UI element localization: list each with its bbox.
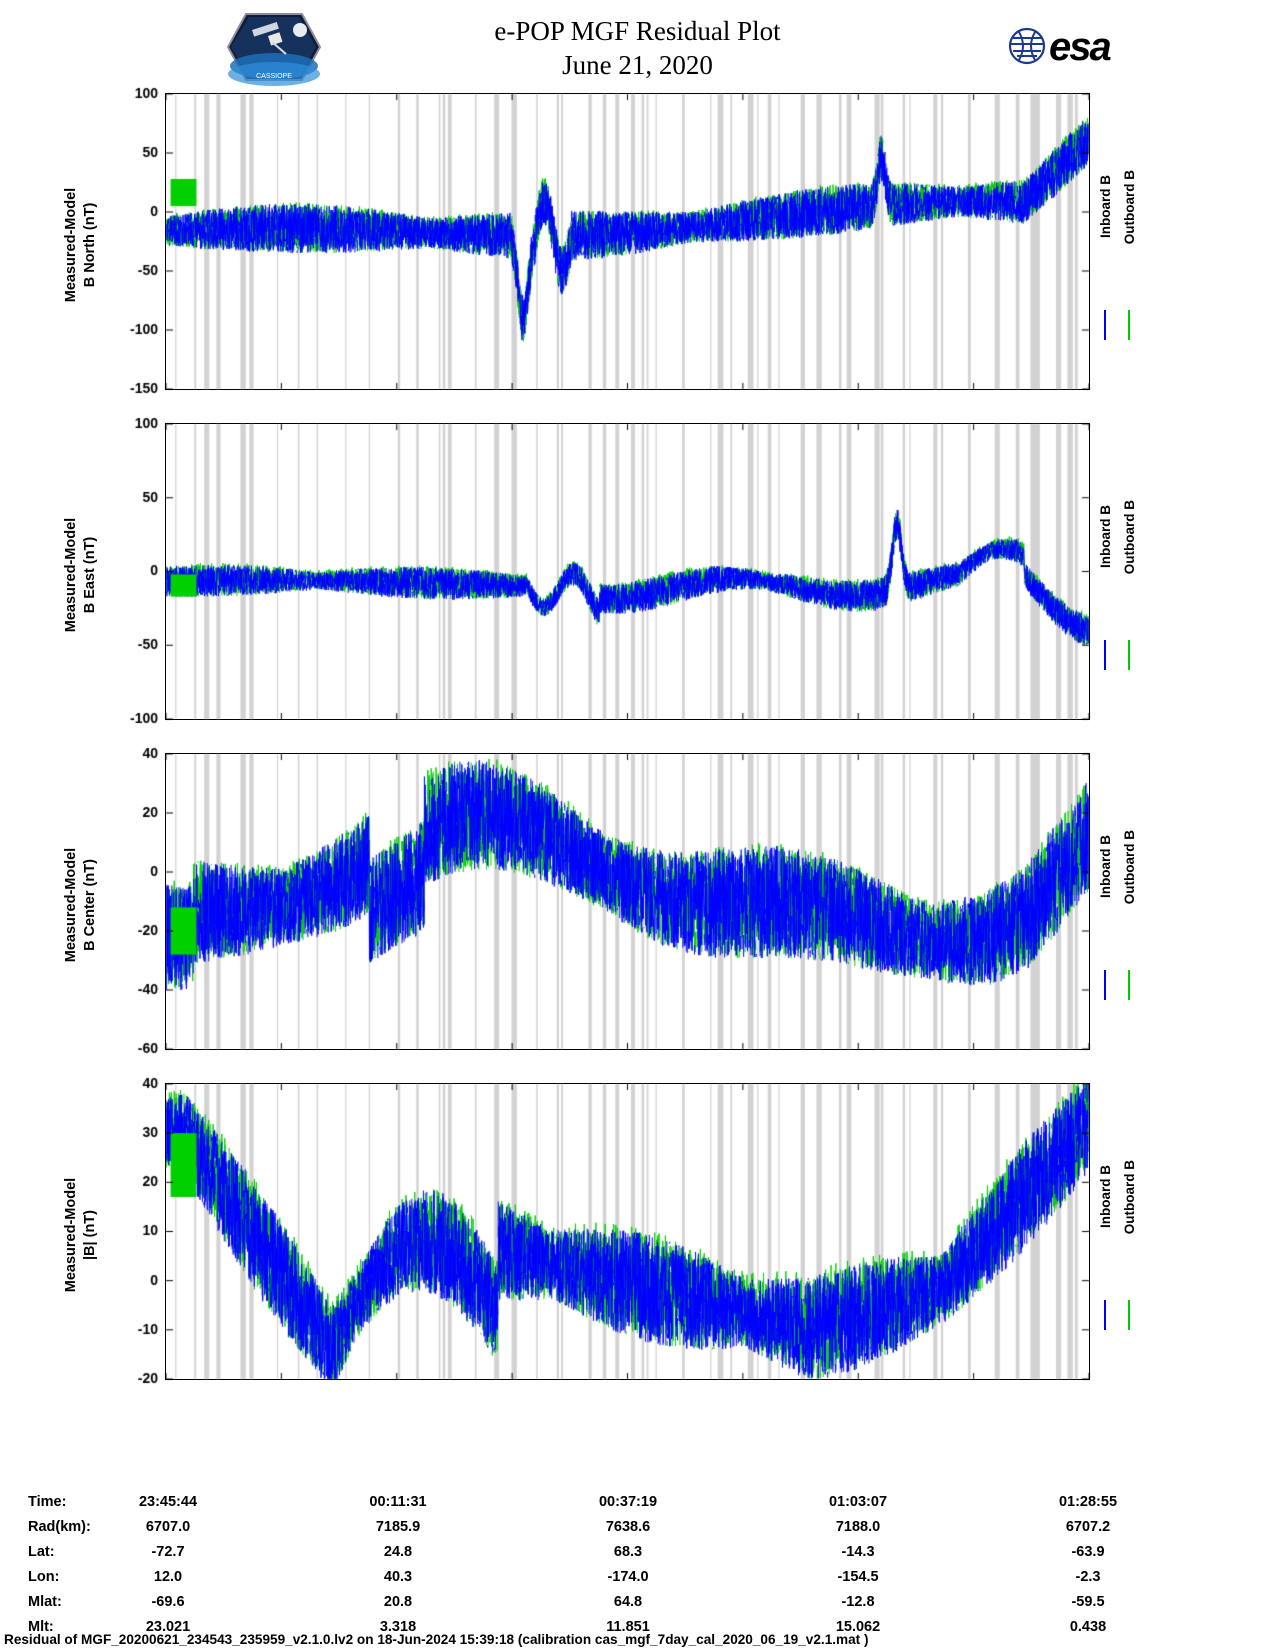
cell-value: 11.851 bbox=[606, 1619, 650, 1635]
cell-value: 12.0 bbox=[153, 1569, 183, 1585]
cell-value: -174.0 bbox=[607, 1569, 649, 1585]
cell-value: 01:28:55 bbox=[1058, 1494, 1118, 1510]
cell-value: -63.9 bbox=[1071, 1544, 1105, 1560]
cell-value: 24.8 bbox=[383, 1544, 413, 1560]
cell-value: -69.6 bbox=[151, 1594, 185, 1610]
cell-value: 15.062 bbox=[835, 1619, 881, 1635]
cell-value: 20.8 bbox=[383, 1594, 413, 1610]
cell-value: 3.318 bbox=[379, 1619, 417, 1635]
cell-value: 7185.9 bbox=[375, 1519, 421, 1535]
cell-value: 00:11:31 bbox=[369, 1494, 427, 1510]
cell-value: 6707.2 bbox=[1065, 1519, 1111, 1535]
row-label: Lon: bbox=[28, 1569, 60, 1585]
cell-value: 23.021 bbox=[145, 1619, 191, 1635]
cell-value: -154.5 bbox=[837, 1569, 879, 1585]
row-label: Time: bbox=[28, 1494, 67, 1510]
cell-value: 0.438 bbox=[1069, 1619, 1107, 1635]
cell-value: -14.3 bbox=[841, 1544, 875, 1560]
cell-value: -12.8 bbox=[841, 1594, 875, 1610]
cell-value: -72.7 bbox=[151, 1544, 185, 1560]
row-label: Mlt: bbox=[28, 1619, 54, 1635]
cell-value: 7638.6 bbox=[605, 1519, 651, 1535]
cell-value: 64.8 bbox=[613, 1594, 643, 1610]
cell-value: 68.3 bbox=[613, 1544, 643, 1560]
cell-value: -2.3 bbox=[1075, 1569, 1101, 1585]
cell-value: -59.5 bbox=[1071, 1594, 1105, 1610]
footer-note: Residual of MGF_20200621_234543_235959_v2.1.0.lv2 on 18-Jun-2024 15:39:18 (calibration cas_mgf_7day_cal_2020_06_19_v2.1.mat ) bbox=[4, 1632, 869, 1647]
cell-value: 23:45:44 bbox=[138, 1494, 198, 1510]
cell-value: 00:37:19 bbox=[598, 1494, 658, 1510]
row-label: Rad(km): bbox=[28, 1519, 91, 1535]
cell-value: 40.3 bbox=[383, 1569, 413, 1585]
cell-value: 01:03:07 bbox=[828, 1494, 888, 1510]
row-label: Lat: bbox=[28, 1544, 55, 1560]
cell-value: 7188.0 bbox=[835, 1519, 881, 1535]
row-label: Mlat: bbox=[28, 1594, 62, 1610]
cell-value: 6707.0 bbox=[145, 1519, 191, 1535]
